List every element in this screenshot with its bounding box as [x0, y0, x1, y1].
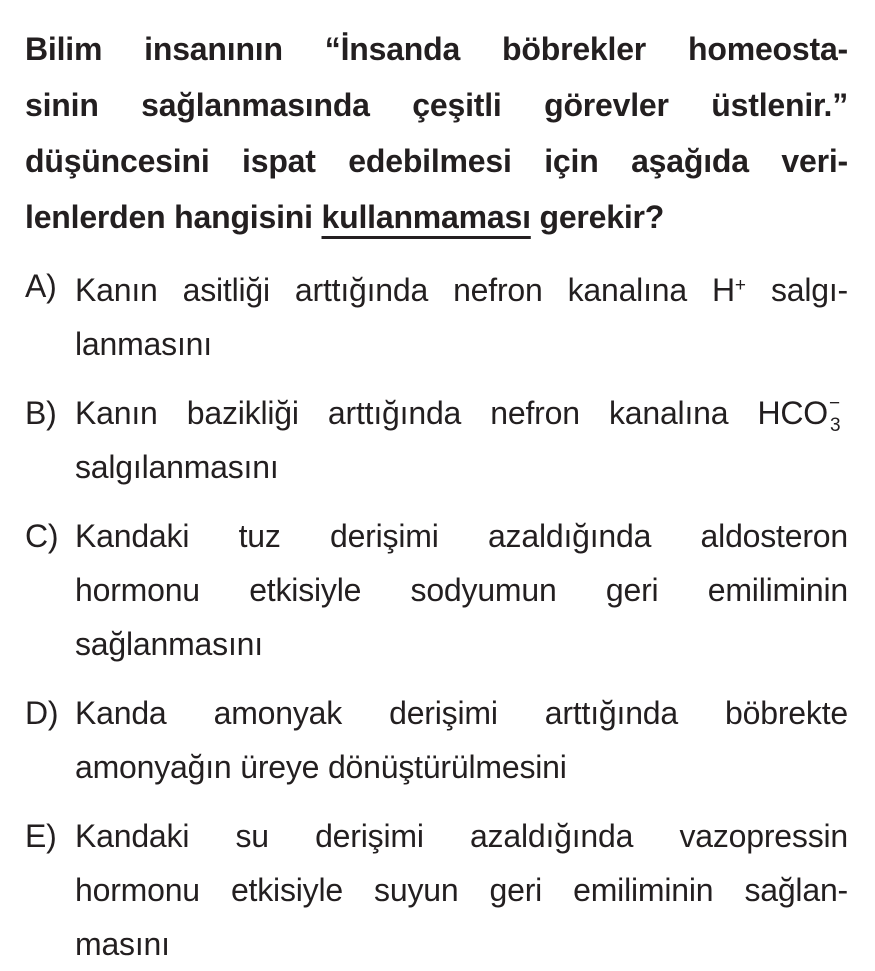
option-b — [25, 386, 848, 494]
option-e-letter: E) — [25, 818, 57, 854]
stem-line-4-post: gerekir? — [530, 199, 665, 235]
option-d-line-1: Kanda amonyak derişimi arttığında böbrekte — [75, 695, 848, 731]
option-a-line-1-post: salgı- — [745, 272, 848, 308]
stem-line-1: Bilim insanının “İnsanda böbrekler homeosta- — [25, 31, 848, 67]
stem-line-4-pre: lenlerden hangisini — [25, 199, 322, 235]
option-e-line-3: masını — [75, 926, 170, 962]
question-stem — [25, 21, 848, 245]
option-b-letter: B) — [25, 395, 57, 431]
option-d-line-2: amonyağın üreye dönüştürülmesini — [75, 749, 567, 785]
option-c-line-1: Kandaki tuz derişimi azaldığında aldosteron — [75, 518, 848, 554]
option-a-line-1 — [75, 259, 848, 317]
option-c-line-3: sağlanmasını — [75, 626, 263, 662]
option-e-text — [75, 809, 848, 971]
option-e-line-2: hormonu etkisiyle suyun geri emiliminin sağlan- — [75, 872, 848, 908]
option-d-letter: D) — [25, 695, 59, 731]
option-d-text — [75, 686, 848, 794]
subscript-three: 3 — [830, 415, 841, 436]
stem-line-4 — [25, 189, 848, 245]
option-a-line-1-pre: Kanın asitliği arttığında nefron kanalına H — [75, 272, 735, 308]
option-c-letter: C) — [25, 518, 59, 554]
stem-line-3: düşüncesini ispat edebilmesi için aşağıda veri- — [25, 143, 848, 179]
option-b-text — [75, 386, 848, 494]
option-a-line-2: lanmasını — [75, 326, 212, 362]
option-c-text — [75, 509, 848, 671]
option-a — [25, 259, 848, 371]
option-b-line-1 — [75, 386, 848, 440]
option-a-letter: A) — [25, 268, 57, 304]
bicarbonate-sub-sup — [828, 393, 848, 436]
underlined-keyword: kullanmaması — [321, 199, 531, 235]
option-d — [25, 686, 848, 794]
option-b-line-1-pre: Kanın bazikliği arttığında nefron kanalına HCO — [75, 395, 828, 431]
option-a-text — [75, 259, 848, 371]
option-e-line-1: Kandaki su derişimi azaldığında vazopressin — [75, 818, 848, 854]
option-c — [25, 509, 848, 671]
superscript-plus: + — [734, 275, 746, 296]
options-list — [25, 259, 848, 971]
stem-line-2: sinin sağlanmasında çeşitli görevler üstlenir.” — [25, 87, 848, 123]
superscript-minus: − — [829, 393, 841, 414]
option-b-line-2: salgılanmasını — [75, 449, 279, 485]
option-e — [25, 809, 848, 971]
option-c-line-2: hormonu etkisiyle sodyumun geri emiliminin — [75, 572, 848, 608]
